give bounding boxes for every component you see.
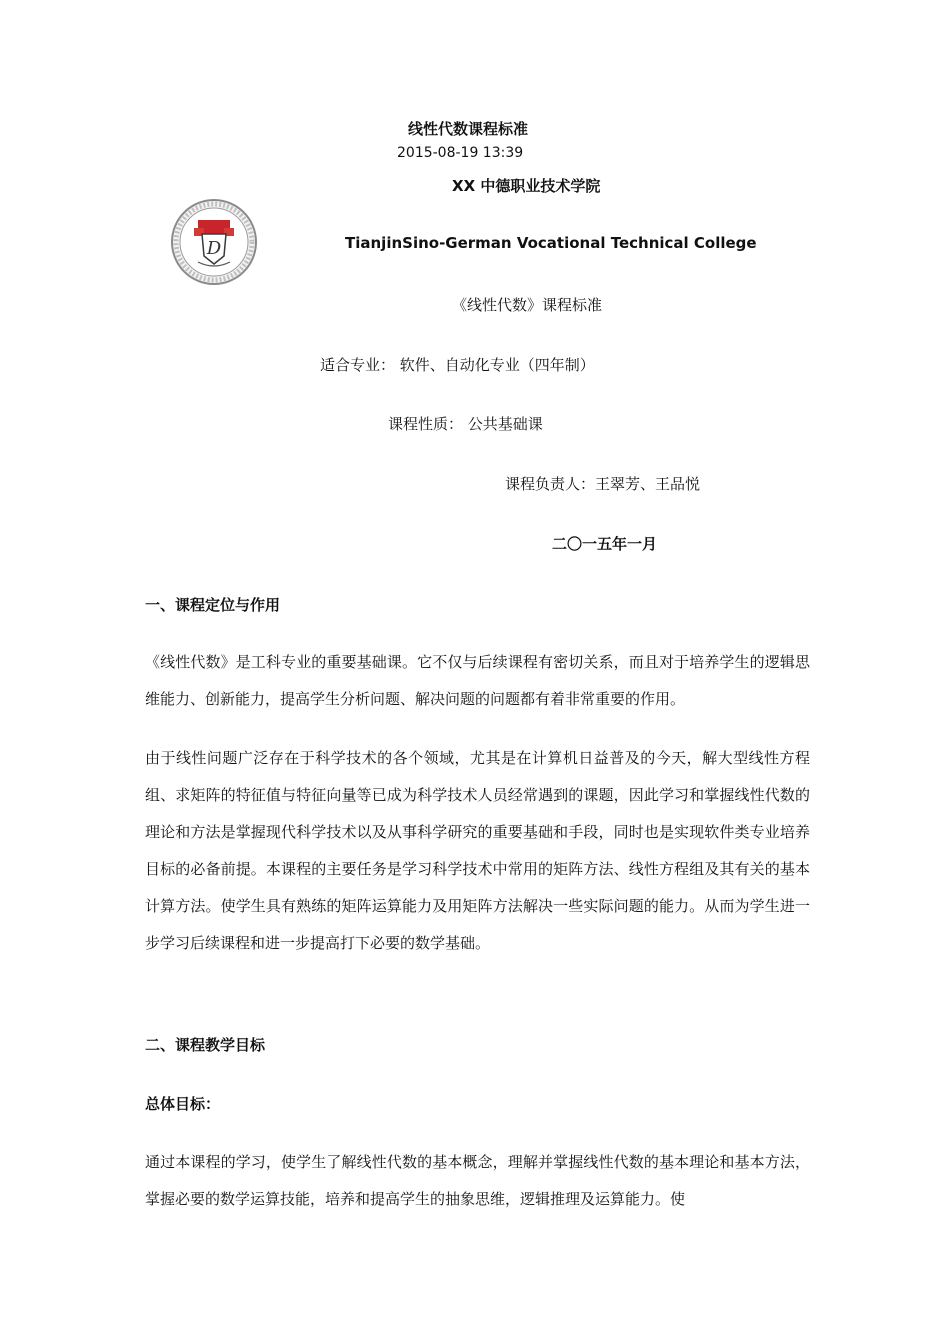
paragraph-overall-goal: 通过本课程的学习，使学生了解线性代数的基本概念，理解并掌握线性代数的基本理论和基本方法，掌握必要的数学运算技能，培养和提高学生的抽象思维，逻辑推理及运算能力。使 <box>145 1153 810 1208</box>
section-heading-objectives: 二、课程教学目标 <box>145 1036 266 1054</box>
course-standard-name: 《线性代数》课程标准 <box>452 296 603 314</box>
course-owner: 课程负责人：王翠芳、王品悦 <box>505 475 701 493</box>
course-nature: 课程性质： 公共基础课 <box>388 415 543 433</box>
paragraph-course-role: 《线性代数》是工科专业的重要基础课。它不仅与后续课程有密切关系，而且对于培养学生的逻辑思维能力、创新能力，提高学生分析问题、解决问题的问题都有着非常重要的作用。 <box>145 653 810 708</box>
publish-date: 2015-08-19 13:39 <box>397 145 524 161</box>
section-heading-positioning: 一、课程定位与作用 <box>145 596 281 614</box>
paragraph-linear-problems: 由于线性问题广泛存在于科学技术的各个领域，尤其是在计算机日益普及的今天，解大型线性方程组、求矩阵的特征值与特征向量等已成为科学技术人员经常遇到的课题，因此学习和掌握线性代数的理论和方法是掌握现代科学技术以及从事科学研究的重要基础和手段，同时也是实现软件类专业培养目标的必备前提。本课程的主要任务是学习科学技术中常用的矩阵方法、线性方程组及其有关的基本计算方法。使学生具有熟练的矩阵运算能力及用矩阵方法解决一些实际问题的能力。从而为学生进一步学习后续课程和进一步提高打下必要的数学基础。 <box>145 749 810 952</box>
college-name-en: TianjinSino-German Vocational Technical College <box>345 234 757 252</box>
svg-text:D: D <box>206 238 222 259</box>
document-title: 线性代数课程标准 <box>408 120 529 138</box>
college-seal-icon <box>170 198 258 286</box>
college-name-cn: XX 中德职业技术学院 <box>452 177 601 195</box>
cover-date: 二〇一五年一月 <box>552 535 658 553</box>
applicable-major: 适合专业： 软件、自动化专业（四年制） <box>320 356 595 374</box>
sub-heading-overall-goal: 总体目标： <box>145 1095 221 1113</box>
